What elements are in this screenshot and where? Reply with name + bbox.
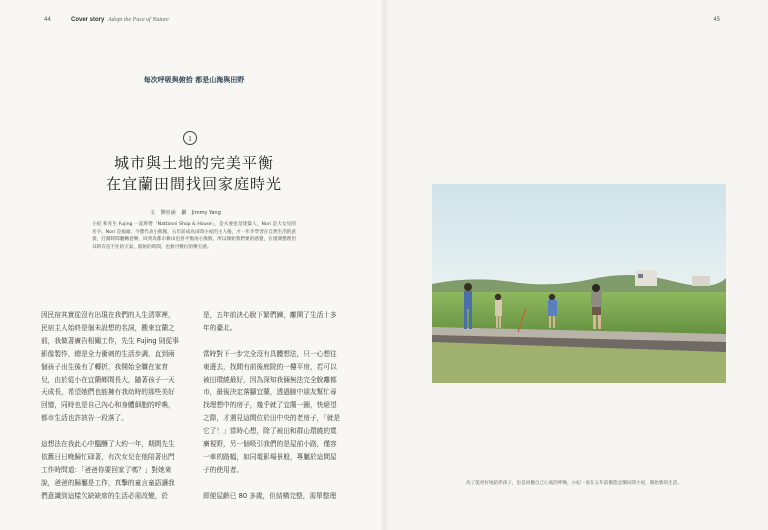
body-paragraph: 即便屋齡已 80 多歲，但結構完整，需單整理 [203,491,337,500]
section-label: Cover story [71,17,105,23]
page-number-right: 45 [713,17,720,23]
series-title: Adopt the Pace of Nature [108,17,169,23]
family-field-photo [432,184,726,383]
sky [432,184,726,294]
byline-text-label: 文 [150,210,156,216]
body-paragraph: 這想法在我此心中醞釀了大約一年，期間先生依舊日日晚歸忙碌著，有次女兒在他陪著出門工作時問道：「爸爸你要回家了嗎？」對她來說，爸爸的歸屬是工作，真擊的童言童語讓我們意識到這樣欠缺缺席的生活必需改變，於 [41,440,175,500]
byline-author: 劉亞涵 [160,210,176,216]
byline-photographer: Jimmy Yang [191,210,221,216]
photo-caption: 為了能更好地陪伴孩子，也是回應自己心底的呼喚，小紀一家在五年前搬進宜蘭田間小屋，開始新的生活。 [466,481,682,486]
headline-line-1: 城市與土地的完美平衡 [113,154,274,172]
body-paragraph: 是，五年前決心脫下繁們鍊，離開了生活十多年的臺北。 [203,311,337,332]
distant-house [692,276,710,286]
body-column-2 [203,309,342,515]
byline-photo-label: 攝 [181,210,187,216]
kicker: 每次呼吸與俯拾 都是山海與田野 [143,76,245,84]
body-column-1 [41,309,180,515]
photo-illustration [432,184,726,383]
headline-line-2: 在宜蘭田間找回家庭時光 [105,175,282,193]
page-gutter [380,0,388,530]
page-number-left: 44 [44,17,51,23]
body-paragraph: 因民宿其實從沒有出現在我們的人生清單裡，民宿主人始終是個未設想的名詞，搬來宜蘭之前，我做著廣告相關工作，先生 Fujing 則從事影像製作，總是全力衝刺的生活步調，直到兩個孩子出生後有了轉折，我開始全職在家育兒，由於從小在宜蘭鄉間長大，隨著孩子一天天成長，希望她們也能擁有我幼時的那些美好回憶，同時也是自己內心和身體細胞的呼喚，都市生活也許該告一段落了。 [41,311,179,423]
byline [150,209,270,216]
chapter-number: 1 [183,131,197,145]
headline [80,153,308,195]
body-paragraph: 當時對下一步完全沒有具體想法，只一心想往東邊去，找間有前後庭院的一樓平房，若可以被田環繞最好，因為深知我倆無法完全脫離都市，最後決定落腳宜蘭，透過臉中朋友幫忙尋找理想中的房子，幾乎就了宜蘭一圈，快絕望之際，才遇見這間位於田中央的老房子，「就是它了！」當時心想，除了被田和群山環繞的寬廣視野，另一個吸引我們的是屋前小路，僅容一車的路幅，如同電影場景般，專屬於這間屋子的使用者。 [203,349,341,474]
intro-paragraph: 小紀 和先生 Fujing 一起經營「Nattanni Shop & House」，是夫妻也是建築人，Nori 是大女兒的名字。Nori 是福福，今寶代表小熊熊，五年前成為田間小屋的主人後，才一步步學習在自然生活的意義，打開時間翻轉意樂，回到為都市耕田也各平衡再小熊熊，所以開始我們要的感覺，在規開整理但耳時有直不住的天氣，開始的時間，也無可敷衍的樂天感。 [92,222,296,250]
